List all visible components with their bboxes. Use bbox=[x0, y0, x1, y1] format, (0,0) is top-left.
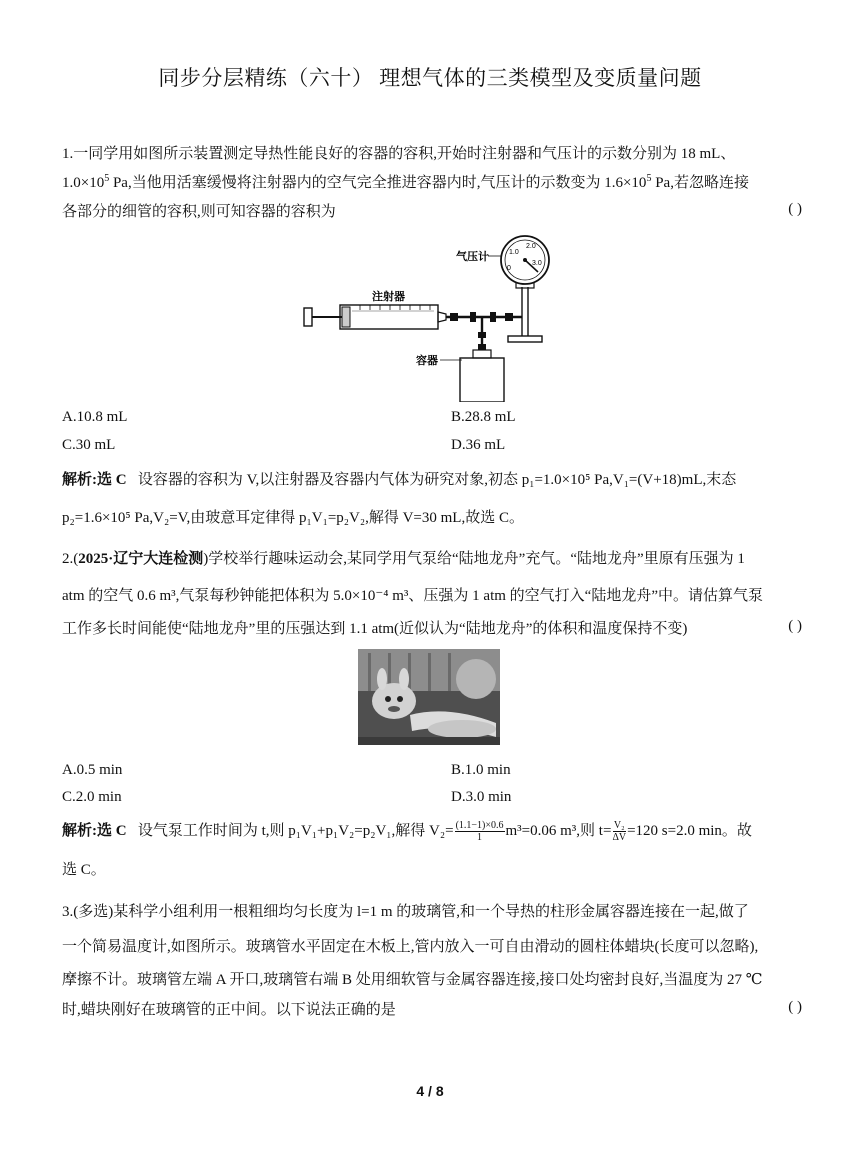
q1-option-a: A.10.8 mL bbox=[62, 409, 128, 425]
plunger-handle bbox=[304, 308, 312, 326]
q1-analysis-line2: p₂=1.6×10⁵ Pa,V₂=V,由玻意耳定律得 p₁V₁=p₂V₂,解得 V=30 mL,故选 C。 bbox=[62, 510, 524, 526]
land-dragon-boat-photo bbox=[358, 649, 500, 745]
q1-option-b: B.28.8 mL bbox=[451, 409, 516, 425]
q1-option-c: C.30 mL bbox=[62, 437, 116, 453]
q2-answer-paren: ( ) bbox=[788, 618, 802, 634]
page-number: 4 / 8 bbox=[416, 1083, 444, 1099]
q1-analysis-head: 解析:选 C bbox=[62, 472, 127, 488]
gauge-tick-2: 2.0 bbox=[526, 243, 536, 250]
q3-line4: 时,蜡块刚好在玻璃管的正中间。以下说法正确的是 bbox=[62, 1002, 396, 1018]
q2-fraction-v2: $\frac{(1.1-1)\times 0.6}{1}$ bbox=[455, 820, 504, 844]
q1-option-d: D.36 mL bbox=[451, 437, 506, 453]
gauge-tick-1: 1.0 bbox=[509, 249, 519, 256]
q2-analysis-line1: 解析:选 C 设气泵工作时间为 t,则 p₁V₁+p₁V₂=p₂V₁,解得 V₂= $\frac{(1.1-1)\times 0.6}{1}$ m³=0.06 m³,则 t= $\frac{\text{V₂}}{\Delta V}$ =120 s=2.0 min。故 bbox=[62, 820, 752, 844]
syringe-label: 注射器 bbox=[372, 290, 405, 303]
q1-analysis-line1: 解析:选 C 设容器的容积为 V,以注射器及容器内气体为研究对象,初态 p₁=1.0×10⁵ Pa,V₁=(V+18)mL,末态 bbox=[62, 472, 737, 488]
q2-line3: 工作多长时间能使“陆地龙舟”里的压强达到 1.1 atm(近似认为“陆地龙舟”的体积和温度保持不变) bbox=[62, 621, 688, 637]
q2-option-b: B.1.0 min bbox=[451, 762, 511, 778]
page-title: 同步分层精练（六十） 理想气体的三类模型及变质量问题 bbox=[158, 66, 702, 90]
q2-option-c: C.2.0 min bbox=[62, 789, 122, 805]
gauge-base bbox=[508, 336, 542, 342]
q1-line2: $1.0\times 10^5$ Pa,当他用活塞缓慢将注射器内的空气完全推进容器内时,气压计的示数变为 $1.6\times 10^5$ Pa,若忽略连接 bbox=[62, 173, 749, 191]
q2-option-a: A.0.5 min bbox=[62, 762, 123, 778]
q2-line2: atm 的空气 0.6 m³,气泵每秒钟能把体积为 5.0×10⁻⁴ m³、压强为 1 atm 的空气打入“陆地龙舟”中。请估算气泵 bbox=[62, 588, 763, 604]
q2-analysis-line2: 选 C。 bbox=[62, 862, 106, 878]
gauge-tick-0: 0 bbox=[507, 265, 511, 272]
q2-option-d: D.3.0 min bbox=[451, 789, 512, 805]
q2-analysis-head: 解析:选 C bbox=[62, 823, 127, 839]
connector-2 bbox=[505, 313, 513, 321]
q1-answer-paren: ( ) bbox=[788, 201, 802, 217]
q3-answer-paren: ( ) bbox=[788, 999, 802, 1015]
q3-line1: 3.(多选)某科学小组利用一根粗细均匀长度为 l=1 m 的玻璃管,和一个导热的柱形金属容器连接在一起,做了 bbox=[62, 904, 749, 920]
q3-line2: 一个简易温度计,如图所示。玻璃管水平固定在木板上,管内放入一可自由滑动的圆柱体蜡块(长度可以忽略), bbox=[62, 939, 759, 955]
q2-source: 2025·辽宁大连检测 bbox=[78, 551, 204, 567]
q3-line3: 摩擦不计。玻璃管左端 A 开口,玻璃管右端 B 处用细软管与金属容器连接,接口处均密封良好,当温度为 27 ℃ bbox=[62, 972, 763, 988]
container-label: 容器 bbox=[416, 354, 438, 367]
q1-line3: 各部分的细管的容积,则可知容器的容积为 bbox=[62, 204, 336, 220]
q2-line1: 2.(2025·辽宁大连检测)学校举行趣味运动会,某同学用气泵给“陆地龙舟”充气。“陆地龙舟”里原有压强为 1 bbox=[62, 551, 745, 567]
gauge-label: 气压计 bbox=[456, 250, 489, 263]
q1-line1: 1.一同学用如图所示装置测定导热性能良好的容器的容积,开始时注射器和气压计的示数分别为 18 mL、 bbox=[62, 146, 736, 162]
q2-fraction-t: $\frac{\text{V₂}}{\Delta V}$ bbox=[612, 820, 627, 844]
syringe-piston bbox=[342, 307, 350, 327]
gauge-tick-3: 3.0 bbox=[532, 260, 542, 267]
container-box bbox=[460, 358, 504, 402]
syringe-barrel bbox=[340, 305, 438, 329]
syringe-gauge-figure bbox=[300, 232, 560, 402]
connector-1 bbox=[450, 313, 458, 321]
